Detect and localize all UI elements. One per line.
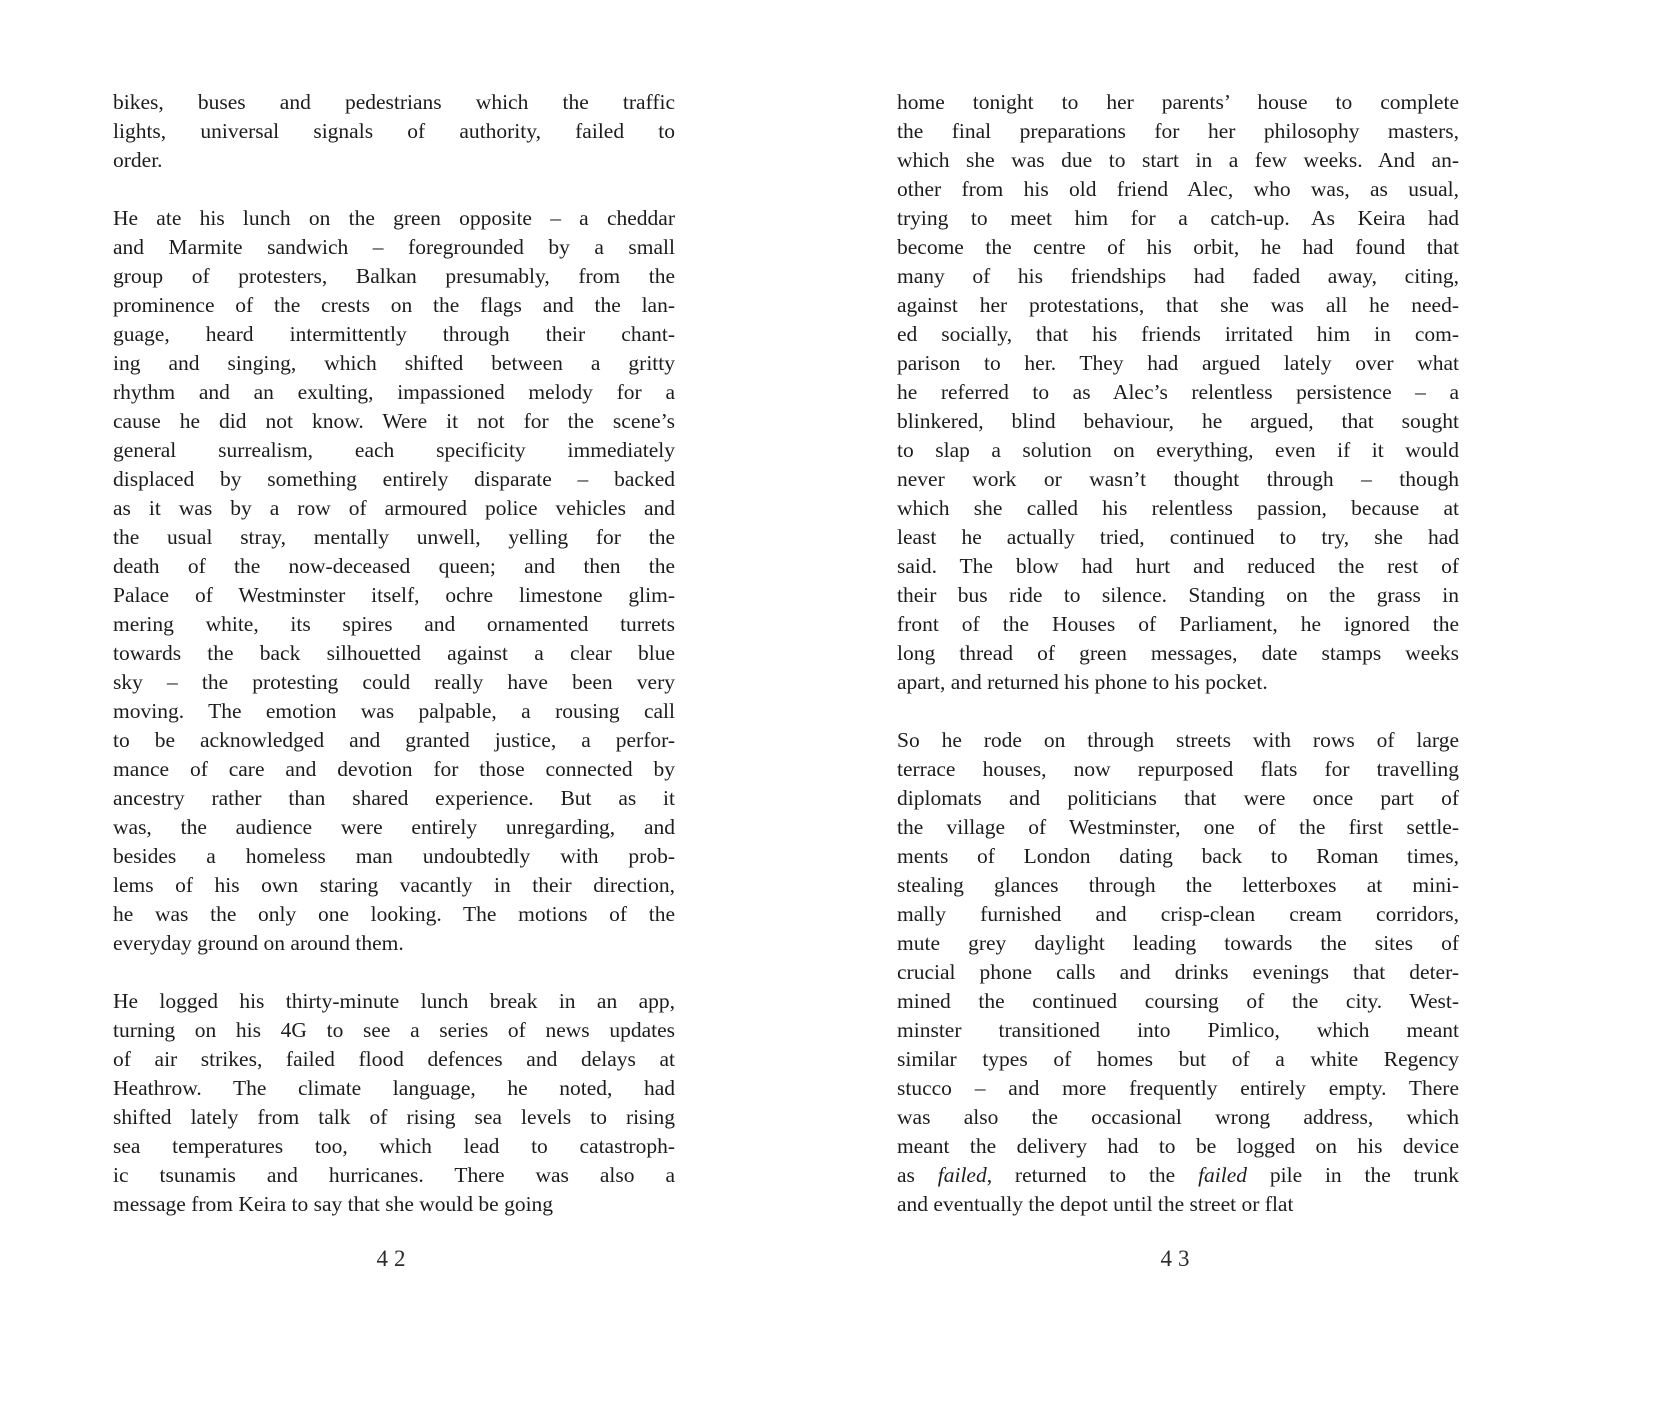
- page-number-left: 42: [376, 1246, 412, 1271]
- text-line: lems of his own staring vacantly in their direction,: [113, 873, 675, 897]
- text-line: lights, universal signals of authority, failed to: [113, 119, 675, 143]
- text-line: the usual stray, mentally unwell, yelling for the: [113, 525, 675, 549]
- paragraph: [897, 88, 1459, 697]
- text-line: mering white, its spires and ornamented turrets: [113, 612, 675, 636]
- text-line: long thread of green messages, date stamps weeks: [897, 641, 1459, 665]
- text-line: stealing glances through the letterboxes at mini-: [897, 873, 1459, 897]
- text-line: besides a homeless man undoubtedly with prob-: [113, 844, 675, 868]
- text-line: the village of Westminster, one of the first settle-: [897, 815, 1459, 839]
- text-line: prominence of the crests on the flags and the lan-: [113, 293, 675, 317]
- text-line: So he rode on through streets with rows of large: [897, 728, 1459, 752]
- text-line: sea temperatures too, which lead to catastroph-: [113, 1134, 675, 1158]
- text-line: blinkered, blind behaviour, he argued, that sought: [897, 409, 1459, 433]
- paragraph: [113, 987, 675, 1219]
- text-line: displaced by something entirely disparate – backed: [113, 467, 675, 491]
- text-line: similar types of homes but of a white Regency: [897, 1047, 1459, 1071]
- text-line: turning on his 4G to see a series of news updates: [113, 1018, 675, 1042]
- text-line: sky – the protesting could really have been very: [113, 670, 675, 694]
- page-right-text: [897, 88, 1459, 1219]
- text-line: cause he did not know. Were it not for the scene’s: [113, 409, 675, 433]
- text-line: terrace houses, now repurposed flats for travelling: [897, 757, 1459, 781]
- text-line: ic tsunamis and hurricanes. There was also a: [113, 1163, 675, 1187]
- text-line: shifted lately from talk of rising sea levels to rising: [113, 1105, 675, 1129]
- text-line: message from Keira to say that she would be going: [113, 1192, 554, 1216]
- text-line: said. The blow had hurt and reduced the rest of: [897, 554, 1459, 578]
- text-line: and eventually the depot until the street or flat: [897, 1192, 1294, 1216]
- text-line: order.: [113, 148, 163, 172]
- text-line: death of the now-deceased queen; and then the: [113, 554, 675, 578]
- text-line: bikes, buses and pedestrians which the traffic: [113, 90, 675, 114]
- text-line: which she was due to start in a few weeks. And an-: [897, 148, 1459, 172]
- text-line: many of his friendships had faded away, citing,: [897, 264, 1459, 288]
- text-line: everyday ground on around them.: [113, 931, 404, 955]
- text-line: other from his old friend Alec, who was, as usual,: [897, 177, 1459, 201]
- text-line: towards the back silhouetted against a clear blue: [113, 641, 675, 665]
- text-line: He logged his thirty-minute lunch break in an app,: [113, 989, 675, 1013]
- text-line: home tonight to her parents’ house to complete: [897, 90, 1459, 114]
- text-line: crucial phone calls and drinks evenings that deter-: [897, 960, 1459, 984]
- text-line: ed socially, that his friends irritated him in com-: [897, 322, 1459, 346]
- text-line: their bus ride to silence. Standing on the grass in: [897, 583, 1459, 607]
- paragraph: [897, 726, 1459, 1219]
- text-line: general surrealism, each specificity immediately: [113, 438, 675, 462]
- text-line: Heathrow. The climate language, he noted, had: [113, 1076, 675, 1100]
- text-line: mally furnished and crisp-clean cream corridors,: [897, 902, 1459, 926]
- text-line: apart, and returned his phone to his pocket.: [897, 670, 1268, 694]
- text-line: ments of London dating back to Roman times,: [897, 844, 1459, 868]
- text-line: guage, heard intermittently through their chant-: [113, 322, 675, 346]
- text-line: trying to meet him for a catch-up. As Keira had: [897, 206, 1459, 230]
- text-line: moving. The emotion was palpable, a rousing call: [113, 699, 675, 723]
- text-line: meant the delivery had to be logged on his device: [897, 1134, 1459, 1158]
- text-line: mute grey daylight leading towards the sites of: [897, 931, 1459, 955]
- text-line: front of the Houses of Parliament, he ignored the: [897, 612, 1459, 636]
- text-line: mance of care and devotion for those connected by: [113, 757, 675, 781]
- text-line: group of protesters, Balkan presumably, from the: [113, 264, 675, 288]
- page-number-right: 43: [1160, 1246, 1196, 1271]
- text-line: as failed, returned to the failed pile in the trunk: [897, 1163, 1459, 1187]
- text-line: the final preparations for her philosophy masters,: [897, 119, 1459, 143]
- text-line: he was the only one looking. The motions of the: [113, 902, 675, 926]
- text-line: which she called his relentless passion, because at: [897, 496, 1459, 520]
- text-line: he referred to as Alec’s relentless persistence – a: [897, 380, 1459, 404]
- text-line: was, the audience were entirely unregarding, and: [113, 815, 675, 839]
- text-line: to be acknowledged and granted justice, a perfor-: [113, 728, 675, 752]
- text-line: was also the occasional wrong address, which: [897, 1105, 1459, 1129]
- text-line: ing and singing, which shifted between a gritty: [113, 351, 675, 375]
- text-line: become the centre of his orbit, he had found that: [897, 235, 1459, 259]
- page-left-text: [113, 88, 675, 1219]
- paragraph: [113, 204, 675, 958]
- text-line: of air strikes, failed flood defences and delays at: [113, 1047, 675, 1071]
- text-line: ancestry rather than shared experience. But as it: [113, 786, 675, 810]
- paragraph: [113, 88, 675, 175]
- text-line: rhythm and an exulting, impassioned melody for a: [113, 380, 675, 404]
- text-line: stucco – and more frequently entirely empty. There: [897, 1076, 1459, 1100]
- text-line: and Marmite sandwich – foregrounded by a small: [113, 235, 675, 259]
- text-line: minster transitioned into Pimlico, which meant: [897, 1018, 1459, 1042]
- text-line: He ate his lunch on the green opposite – a cheddar: [113, 206, 675, 230]
- text-line: least he actually tried, continued to try, she had: [897, 525, 1459, 549]
- text-line: never work or wasn’t thought through – though: [897, 467, 1459, 491]
- text-line: against her protestations, that she was all he need-: [897, 293, 1459, 317]
- text-line: to slap a solution on everything, even if it would: [897, 438, 1459, 462]
- text-line: diplomats and politicians that were once part of: [897, 786, 1459, 810]
- text-line: parison to her. They had argued lately over what: [897, 351, 1459, 375]
- text-line: Palace of Westminster itself, ochre limestone glim-: [113, 583, 675, 607]
- text-line: as it was by a row of armoured police vehicles and: [113, 496, 675, 520]
- text-line: mined the continued coursing of the city. West-: [897, 989, 1459, 1013]
